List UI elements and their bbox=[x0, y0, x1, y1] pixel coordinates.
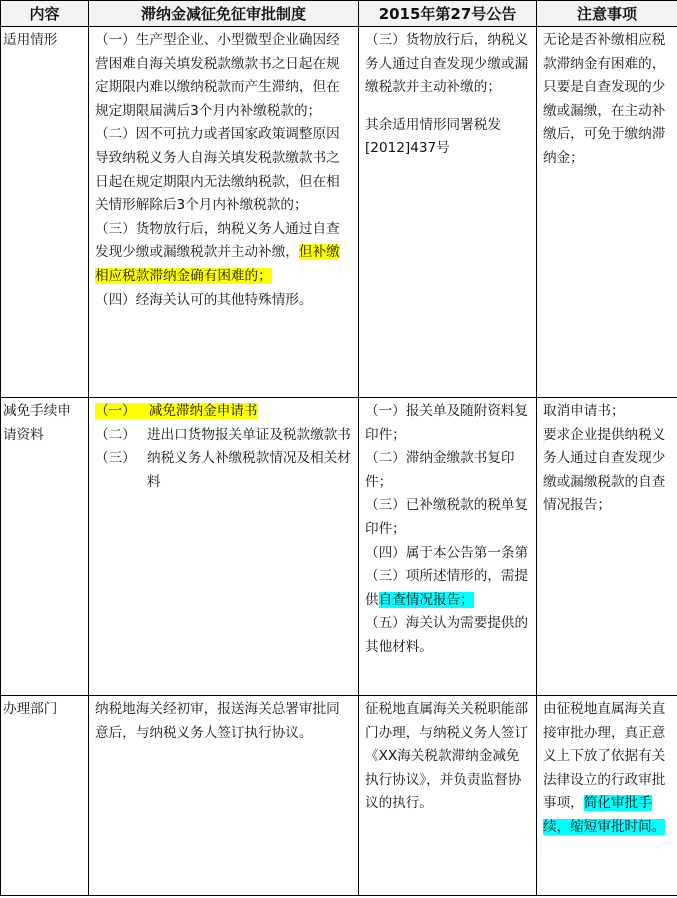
new-rule-cell bbox=[359, 398, 537, 696]
old-material-1-text: 减免滞纳金申请书 bbox=[148, 403, 258, 419]
old-department-text: 纳税地海关经初审，报送海关总署审批同意后，与纳税义务人签订执行协议。 bbox=[95, 701, 340, 741]
new-material-4-highlight: 自查情况报告； bbox=[378, 591, 474, 608]
notes-cell bbox=[537, 398, 677, 696]
new-other-cases: 其余适用情形同署税发[2012]437号 bbox=[365, 116, 501, 157]
note-text-highlight: 简化审批手续，缩短审批时间。 bbox=[543, 795, 666, 835]
old-system-cell bbox=[89, 696, 359, 896]
note-text: 取消申请书； 要求企业提供纳税义务人通过自查发现少缴或漏缴税款的自查情况报告； bbox=[543, 403, 666, 514]
new-material-5: （五）海关认为需要提供的其他材料。 bbox=[365, 615, 529, 655]
old-item-2: （二）因不可抗力或者国家政策调整原因导致纳税义务人自海关填发税款缴款书之日起在规定期限内无法缴纳税款，但在相关情形解除后3个月内补缴税款的； bbox=[95, 126, 340, 214]
old-material-1 bbox=[95, 400, 352, 424]
old-material-2-num: （二） bbox=[95, 426, 136, 443]
header-row bbox=[1, 1, 677, 27]
row-label: 适用情形 bbox=[3, 32, 58, 48]
header-announcement-2015-27: 2015年第27号公告 bbox=[359, 1, 537, 27]
old-item-3 bbox=[95, 218, 352, 289]
new-material-3: （三）已补缴税款的税单复印件； bbox=[365, 497, 529, 537]
old-item-1: （一）生产型企业、小型微型企业确因经营困难自海关填发税款缴款书之日起在规定期限内难以缴纳税款而产生滞纳，但在规定期限届满后3个月内补缴税款的； bbox=[95, 32, 340, 119]
new-department-text: 征税地直属海关关税职能部门办理，与纳税义务人签订《XX海关税款滞纳金减免执行协议》，并负责监督协议的执行。 bbox=[365, 701, 529, 812]
row-label: 减免手续申请资料 bbox=[3, 403, 71, 443]
row-label-cell bbox=[1, 398, 89, 696]
new-material-4 bbox=[365, 542, 530, 613]
new-rule-cell bbox=[359, 696, 537, 896]
table-row-application-materials bbox=[1, 398, 677, 696]
table-row-handling-department bbox=[1, 696, 677, 896]
old-system-cell bbox=[89, 398, 359, 696]
new-material-4-text: （四）属于本公告第一条第（三）项所述情形的，需提供 bbox=[365, 544, 529, 608]
notes-cell bbox=[537, 696, 677, 896]
new-material-2: （二）滞纳金缴款书复印件； bbox=[365, 450, 515, 490]
old-system-cell bbox=[89, 27, 359, 398]
old-material-2-text: 进出口货物报关单证及税款缴款书 bbox=[147, 426, 351, 443]
new-rule-cell bbox=[359, 27, 537, 398]
header-content: 内容 bbox=[1, 1, 89, 27]
row-label: 办理部门 bbox=[3, 701, 58, 717]
old-material-2 bbox=[95, 424, 352, 448]
header-notes: 注意事项 bbox=[537, 1, 677, 27]
old-material-3 bbox=[95, 447, 352, 494]
old-item-4: （四）经海关认可的其他特殊情形。 bbox=[95, 291, 313, 308]
old-item-3-highlight: 但补缴相应税款滞纳金确有困难的； bbox=[95, 244, 340, 284]
new-item-3: （三）货物放行后，纳税义务人通过自查发现少缴或漏缴税款并主动补缴的； bbox=[365, 32, 529, 96]
row-label-cell bbox=[1, 696, 89, 896]
new-material-1: （一）报关单及随附资料复印件； bbox=[365, 403, 529, 443]
old-material-1-num: （一） bbox=[95, 403, 136, 419]
note-text bbox=[543, 698, 671, 840]
note-text-plain: 由征税地直属海关直接审批办理，真正意义上下放了依据有关法律设立的行政审批事项， bbox=[543, 701, 666, 812]
old-material-3-text: 纳税义务人补缴税款情况及相关材料 bbox=[147, 450, 351, 490]
old-item-3-text: （三）货物放行后，纳税义务人通过自查发现少缴或漏缴税款并主动补缴， bbox=[95, 220, 340, 261]
row-label-cell bbox=[1, 27, 89, 398]
notes-cell bbox=[537, 27, 677, 398]
table-row-applicable-cases bbox=[1, 27, 677, 398]
note-text: 无论是否补缴相应税款滞纳金有困难的，只要是自查发现的少缴或漏缴，在主动补缴后，可免于缴纳滞纳金； bbox=[543, 32, 666, 166]
old-material-3-num: （三） bbox=[95, 450, 136, 467]
header-old-system: 滞纳金减征免征审批制度 bbox=[89, 1, 359, 27]
